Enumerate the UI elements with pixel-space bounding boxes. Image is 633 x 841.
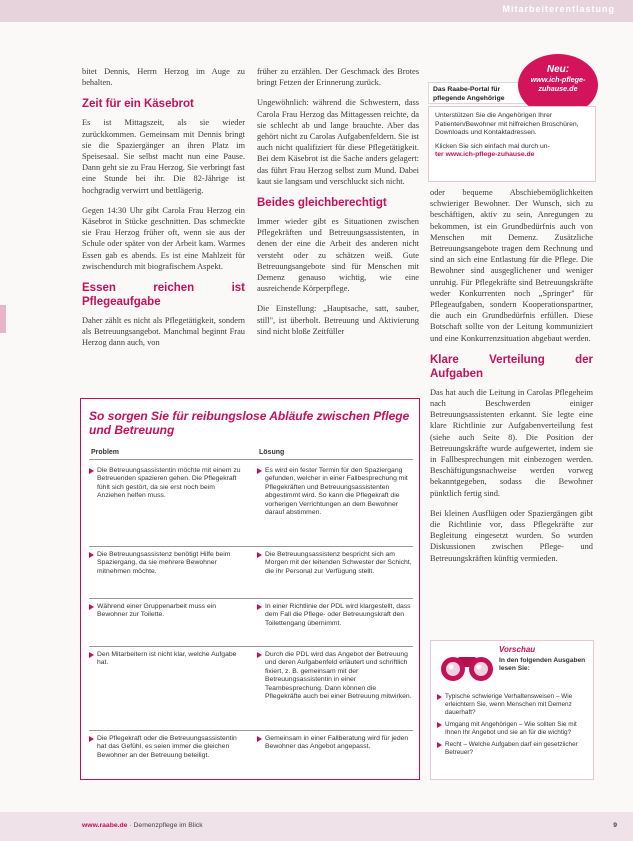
- bullet-triangle-icon: [257, 652, 262, 658]
- bullet-triangle-icon: [437, 722, 442, 728]
- table-row: [89, 599, 413, 647]
- bullet-triangle-icon: [89, 468, 94, 474]
- problem-cell: [89, 603, 241, 620]
- preview-list: [437, 693, 589, 761]
- problem-header: Problem: [91, 449, 120, 456]
- solution-text: In einer Richtlinie der PDL wird klargestellt, dass dem Fall die Pflege- oder Betreuungskraft den Toilettengang übernimmt.: [265, 603, 411, 627]
- promo-link[interactable]: ter www.ich-pflege-zuhause.de: [435, 151, 535, 158]
- solution-text: Die Betreuungsassistenz bespricht sich am Morgen mit der leitenden Schwester der Schicht, die ihr Personal zur Verfügung stellt.: [265, 551, 412, 575]
- preview-title: Vorschau: [499, 645, 536, 654]
- solution-cell: [257, 551, 413, 576]
- heading: Klare Verteilung der Aufgaben: [430, 353, 593, 380]
- bullet-triangle-icon: [89, 552, 94, 558]
- tip-table: [89, 463, 413, 775]
- bullet-triangle-icon: [437, 742, 442, 748]
- problem-text: Während einer Gruppenarbeit muss ein Bewohner zur Toilette.: [97, 603, 217, 619]
- problem-cell: [89, 651, 241, 668]
- page-footer: [0, 812, 633, 841]
- page-number: 9: [613, 822, 617, 829]
- promo-cta: Klicken Sie sich einfach mal durch un-: [435, 142, 550, 150]
- preview-box: [430, 640, 594, 780]
- footer-text: [82, 822, 203, 829]
- column-2: [257, 66, 419, 346]
- promo-text: Unterstützen Sie die Angehörigen Ihrer Patienten/Bewohner mit hilfreichen Broschüren, Downloads und Kontaktadressen.: [435, 112, 579, 136]
- list-item-text: Typische schwierige Verhaltensweisen – Wie erleichtern Sie, wenn Menschen mit Demenz dauerhaft?: [445, 693, 573, 716]
- bullet-triangle-icon: [257, 736, 262, 742]
- paragraph: Gegen 14:30 Uhr gibt Carola Frau Herzog ein Käsebrot in Stücke geschnitten. Das schmeckte sie Frau Herzog früher oft, wenn sie aus der Schule oder später von der Arbeit kam. Warmes Essen gab es abends. Es ist eine Mahlzeit für zwischendurch mit biografischem Aspekt.: [82, 205, 245, 271]
- footer-site-link[interactable]: www.raabe.de: [82, 822, 128, 829]
- portal-promo: [428, 64, 596, 182]
- heading: Essen reichen ist Pflegeaufgabe: [82, 282, 245, 309]
- bullet-triangle-icon: [257, 552, 262, 558]
- problem-cell: [89, 467, 241, 501]
- tip-box: [80, 398, 420, 780]
- solution-header: Lösung: [259, 449, 285, 456]
- list-item: [437, 693, 589, 717]
- heading: Beides gleichberechtigt: [257, 197, 387, 210]
- solution-text: Es wird ein fester Termin für den Spaziergang gefunden, welcher in einer Fallbesprechung mit Pflegekräften und Betreuungsassistenten abgestimmt wird. So kann die Pflegekraft die vorherigen Verrichtungen an dem Bewohner darauf abstimmen.: [265, 467, 408, 517]
- paragraph: Ungewöhnlich: während die Schwestern, dass Carola Frau Herzog das Mittagessen reichte, da sie schlecht ab und lange brauchte. Aber das gehört nicht zu Carolas Aufgabenfeldern. Sie ist auch nicht qualifiziert für diese Pflegetätigkeit. Bei dem Käsebrot ist die Sache anders gelagert: das führt Frau Herzog selbst zum Mund. Dabei kaut sie langsam und verschluckt sich nicht.: [257, 98, 419, 186]
- footer-publication: Demenzpflege im Blick: [133, 822, 203, 829]
- list-item-text: Umgang mit Angehörigen – Wie sollten Sie mit Ihnen Ihr Angebot und sie an für die wichtig?: [445, 721, 577, 736]
- problem-text: Die Betreuungsassistentin möchte mit einem zu Betreuenden spazieren gehen. Die Pflegekraft fühlt sich gestört, da sie erst noch beim Anziehen helfen muss.: [97, 467, 241, 500]
- tip-box-title: So sorgen Sie für reibungslose Abläufe zwischen Pflege und Betreuung: [89, 409, 410, 437]
- column-3: [430, 187, 593, 573]
- paragraph: bitet Dennis, Herrn Herzog im Auge zu behalten.: [82, 67, 245, 88]
- table-row: [89, 547, 413, 599]
- paragraph: Daher zählt es nicht als Pflegetätigkeit, sondern als Betreuungsangebot. Manchmal beginnt Frau Herzog dann auch, von: [82, 316, 245, 348]
- solution-text: Gemeinsam in einer Fallberatung wird für jeden Bewohner das Angebot angepasst.: [265, 735, 409, 751]
- list-item-text: Recht – Welche Aufgaben darf ein gesetzlicher Betreuer?: [445, 741, 578, 756]
- solution-cell: [257, 603, 413, 628]
- binoculars-icon: [439, 647, 495, 685]
- promo-body: [428, 106, 596, 182]
- column-1: [82, 66, 245, 358]
- bullet-triangle-icon: [257, 468, 262, 474]
- list-item: [437, 721, 589, 737]
- bullet-triangle-icon: [89, 604, 94, 610]
- bullet-triangle-icon: [89, 652, 94, 658]
- paragraph: Die Einstellung: „Hauptsache, satt, sauber, still", ist überholt. Betreuung und Aktivierung sind nicht bloße Zeitfüller: [257, 304, 419, 336]
- solution-cell: [257, 467, 413, 517]
- section-label: Mitarbeiterentlastung: [502, 4, 615, 14]
- problem-text: Den Mitarbeitern ist nicht klar, welche Aufgabe hat.: [97, 651, 237, 667]
- top-bar: [0, 0, 633, 22]
- paragraph: Bei kleinen Ausflügen oder Spaziergängen gibt die Richtlinie vor, dass Pflegekräfte zur Begleitung eingesetzt wurden. So wurden Diskussionen zwischen Pflege- und Betreuungskräften künftig vermieden.: [430, 508, 593, 563]
- footer-separator: ·: [127, 822, 134, 829]
- table-row: [89, 463, 413, 547]
- bullet-triangle-icon: [257, 604, 262, 610]
- paragraph: früher zu erzählen. Der Geschmack des Brotes bringt Fetzen der Erinnerung zurück.: [257, 67, 419, 88]
- solution-cell: [257, 651, 413, 701]
- badge-url[interactable]: www.ich-pflege-zuhause.de: [530, 75, 586, 93]
- tip-table-header: [89, 447, 413, 460]
- sidebar-marker: [0, 305, 6, 333]
- problem-cell: [89, 551, 241, 576]
- solution-text: Durch die PDL wird das Angebot der Betreuung und deren Aufgabenfeld erläutert und schriftlich fixiert, z. B. gemeinsam mit der Betreuungsassistentin in einer Teambesprechung. Dann können die Pflegekräfte auch bei einer Betreuung mitwirken.: [265, 651, 412, 701]
- solution-cell: [257, 735, 413, 752]
- bullet-triangle-icon: [89, 736, 94, 742]
- paragraph: Immer wieder gibt es Situationen zwischen Pflegekräften und Betreuungsassistenten, in denen der eine die Arbeit des anderen nicht versteht oder zu schätzen weiß. Gute Betreuungsangebote sind für Menschen mit Demenz genauso wichtig, wie eine ausreichende Körperpflege.: [257, 217, 419, 294]
- promo-heading: Das Raabe-Portal für pflegende Angehörige: [428, 82, 528, 104]
- paragraph: oder bequeme Abschiebemöglichkeiten schwieriger Bewohner. Der Wunsch, sich zu beschäftigen, aktiv zu sein, Anregungen zu bekommen, ist ein Grundbedürfnis auch von Menschen mit Demenz. Zusätzliche Betreuungsangebote tragen dem Rechnung und sind an sich eine Entlastung für die Pflege. Die Bewohner sind ausgeglichener und weniger unruhig. Für Pflegekräfte sind Betreuungskräfte weder Konkurrenten noch „Springer" für Pflegeaufgaben, sondern Kooperationspartner, die auch ein Grundbedürfnis erfüllen. Diese Botschaft sollte von der Leitung kommuniziert und eine Konkurrenzsituation abgebaut werden.: [430, 188, 593, 343]
- table-row: [89, 731, 413, 775]
- paragraph: Es ist Mittagszeit, als sie wieder zurückkommen. Gemeinsam mit Dennis bringt sie die Spaziergänger an ihren Platz im Speisesaal. Sie selbst macht nun eine Pause. Dann geht sie zu Frau Herzog. Sie verbringt fast eine Stunde bei ihr. Die 82-Jährige ist hochgradig verwirrt und bettlägerig.: [82, 118, 245, 195]
- bullet-triangle-icon: [437, 694, 442, 700]
- preview-subtitle: In den folgenden Ausgaben lesen Sie:: [499, 657, 586, 673]
- badge-new-label: Neu:: [546, 64, 570, 75]
- list-item: [437, 741, 589, 757]
- problem-text: Die Pflegekraft oder die Betreuungsassistentin hat das Gefühl, es seien immer die gleichen Bewohner an der Betreuung beteiligt.: [97, 735, 237, 759]
- problem-text: Die Betreuungsassistenz benötigt Hilfe beim Spaziergang, da sie mehrere Bewohner mitnehmen möchte.: [97, 551, 231, 575]
- paragraph: Das hat auch die Leitung in Carolas Pflegeheim nach Beschwerden einiger Betreuungsassistenten erkannt. Sie legte eine klare Richtlinie zur Aufgabenverteilung fest (siehe auch Seite 8). Die Position der Betreuungskräfte wurde aufgewertet, indem sie in Fallbesprechungen mit einbezogen werden. Beschäftigungsnachweise werden vorweg bekanntgegeben, sodass die Bewohner pünktlich fertig sind.: [430, 387, 593, 498]
- problem-cell: [89, 735, 241, 760]
- heading: Zeit für ein Käsebrot: [82, 98, 194, 111]
- table-row: [89, 647, 413, 731]
